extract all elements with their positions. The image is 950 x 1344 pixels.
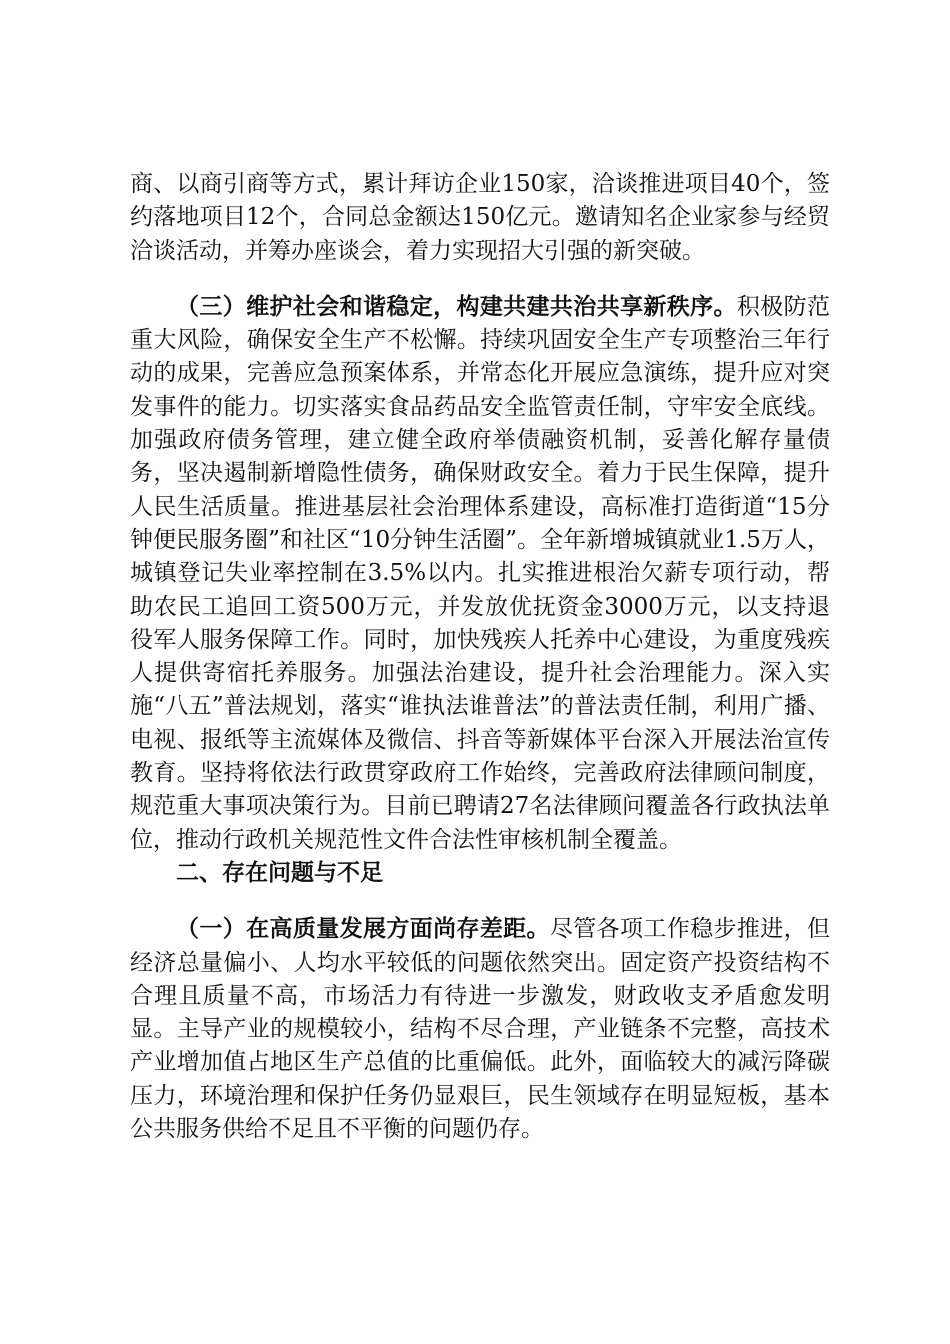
paragraph-text: 尽管各项工作稳步推进，但经济总量偏小、人均水平较低的问题依然突出。固定资产投资结构不合理且质量不高，市场活力有待进一步激发，财政收支矛盾愈发明显。主导产业的规模较小，结构不尽合理，产业链条不完整，高技术产业增加值占地区生产总值的比重偏低。此外，面临较大的减污降碳压力，环境治理和保护任务仍显艰巨，民生领域存在明显短板，基本公共服务供给不足且不平衡的问题仍存。 xyxy=(130,916,831,1143)
subsection-lead-heading: （三）维护社会和谐稳定，构建共建共治共享新秩序。 xyxy=(176,293,737,320)
continued-paragraph xyxy=(130,168,830,268)
subsection-lead-heading: （一）在高质量发展方面尚存差距。 xyxy=(176,916,550,943)
document-page xyxy=(130,168,830,1146)
subsection-paragraph-3 xyxy=(130,291,830,857)
section-heading: 二、存在问题与不足 xyxy=(176,859,383,886)
subsection-paragraph-1 xyxy=(130,913,830,1146)
paragraph-text: 商、以商引商等方式，累计拜访企业150家，洽谈推进项目40个，签约落地项目12个，合同总金额达150亿元。邀请知名企业家参与经贸洽谈活动，并筹办座谈会，着力实现招大引强的新突破。 xyxy=(130,171,830,264)
paragraph-text: 积极防范重大风险，确保安全生产不松懈。持续巩固安全生产专项整治三年行动的成果，完善应急预案体系，并常态化开展应急演练，提升应对突发事件的能力。切实落实食品药品安全监管责任制，守牢安全底线。加强政府债务管理，建立健全政府举债融资机制，妥善化解存量债务，坚决遏制新增隐性债务，确保财政安全。着力于民生保障，提升人民生活质量。推进基层社会治理体系建设，高标准打造街道“15分钟便民服务圈”和社区“10分钟生活圈”。全年新增城镇就业1.5万人，城镇登记失业率控制在3.5%以内。扎实推进根治欠薪专项行动，帮助农民工追回工资500万元，并发放优抚资金3000万元，以支持退役军人服务保障工作。同时，加快残疾人托养中心建设，为重度残疾人提供寄宿托养服务。加强法治建设，提升社会治理能力。深入实施“八五”普法规划，落实“谁执法谁普法”的普法责任制，利用广播、电视、报纸等主流媒体及微信、抖音等新媒体平台深入开展法治宣传教育。坚持将依法行政贯穿政府工作始终，完善政府法律顾问制度，规范重大事项决策行为。目前已聘请27名法律顾问覆盖各行政执法单位，推动行政机关规范性文件合法性审核机制全覆盖。 xyxy=(130,293,831,853)
